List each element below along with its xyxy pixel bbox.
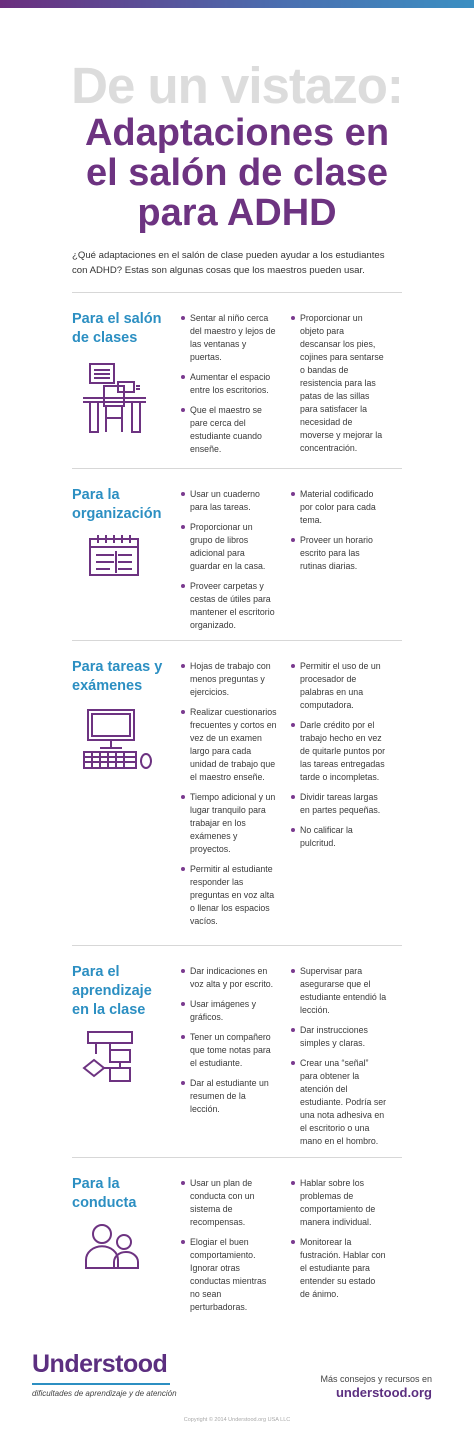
section-title-tareas: [72, 658, 168, 696]
section-title-salon: [72, 310, 168, 348]
section-title-line: Para el salón: [72, 311, 162, 327]
title-line: Adaptaciones en: [84, 112, 390, 154]
section-0-col-2: [291, 312, 387, 462]
copyright-text: Copyright © 2014 Understood.org USA LLC: [183, 1417, 291, 1423]
list-item: Que el maestro se pare cerca del estudiante cuando enseñe.: [181, 404, 277, 456]
list-item: Crear una “señal” para obtener la atención del estudiante. Podría ser una nota adhesiva en el escritorio o una mano en el hombro.: [291, 1057, 387, 1148]
list-item: Proveer un horario escrito para las rutinas diarias.: [291, 534, 387, 573]
section-title-line: en la clase: [72, 1002, 146, 1018]
list-item: Permitir el uso de un procesador de palabras en una computadora.: [291, 660, 387, 712]
top-gradient-bar: [0, 0, 474, 8]
section-title-line: aprendizaje: [72, 983, 152, 999]
list-item: Realizar cuestionarios frecuentes y cortos en vez de un examen largo para cada unidad de trabajo que el maestro enseñe.: [181, 706, 277, 784]
section-divider: [72, 292, 402, 293]
section-2-col-2: [291, 660, 387, 857]
list-item: Hojas de trabajo con menos preguntas y ejercicios.: [181, 660, 277, 699]
people-icon: [80, 1222, 150, 1272]
section-title-aprendizaje: [72, 963, 168, 1020]
section-title-line: Para el: [72, 964, 120, 980]
section-2-col-1: [181, 660, 277, 935]
section-title-line: exámenes: [72, 678, 143, 694]
list-item: Aumentar el espacio entre los escritorios.: [181, 371, 277, 397]
desk-icon: [80, 360, 150, 435]
list-item: Monitorear la fustración. Hablar con el estudiante para entender su estado de ánimo.: [291, 1236, 387, 1301]
section-divider: [72, 468, 402, 469]
list-item: Usar un cuaderno para las tareas.: [181, 488, 277, 514]
section-divider: [72, 945, 402, 946]
section-title-line: Para tareas y: [72, 659, 163, 675]
website-link[interactable]: understood.org: [335, 1385, 432, 1400]
section-title-conducta: [72, 1175, 168, 1213]
list-item: Dar indicaciones en voz alta y por escrito.: [181, 965, 277, 991]
section-title-line: Para la: [72, 1176, 120, 1192]
flowchart-icon: [80, 1030, 150, 1085]
list-item: Dar al estudiante un resumen de la lección.: [181, 1077, 277, 1116]
list-item: Usar imágenes y gráficos.: [181, 998, 277, 1024]
section-title-line: Para la: [72, 487, 120, 503]
section-title-line: conducta: [72, 1195, 137, 1211]
list-item: Proveer carpetas y cestas de útiles para mantener el escritorio organizado.: [181, 580, 277, 632]
list-item: Hablar sobre los problemas de comportamiento de manera individual.: [291, 1177, 387, 1229]
more-resources-text: Más consejos y recursos en: [320, 1374, 432, 1384]
list-item: Permitir al estudiante responder las preguntas en voz alta o llenar los espacios vacíos.: [181, 863, 277, 928]
section-3-col-1: [181, 965, 277, 1123]
list-item: Dividir tareas largas en partes pequeñas.: [291, 791, 387, 817]
section-divider: [72, 1157, 402, 1158]
section-0-col-1: [181, 312, 277, 463]
list-item: Proporcionar un grupo de libros adicional para guardar en la casa.: [181, 521, 277, 573]
section-1-col-1: [181, 488, 277, 639]
list-item: Proporcionar un objeto para descansar los pies, cojines para sentarse o bandas de resistencia para las patas de las sillas para satisfacer la necesidad de moverse y mejorar la concentración.: [291, 312, 387, 455]
section-4-col-2: [291, 1177, 387, 1308]
list-item: Dar instrucciones simples y claras.: [291, 1024, 387, 1050]
list-item: Material codificado por color para cada tema.: [291, 488, 387, 527]
list-item: Usar un plan de conducta con un sistema de recompensas.: [181, 1177, 277, 1229]
section-title-line: de clases: [72, 330, 138, 346]
section-1-col-2: [291, 488, 387, 580]
title-line: el salón de clase: [85, 152, 389, 194]
page-title: [0, 113, 474, 233]
list-item: Tiempo adicional y un lugar tranquilo para trabajar en los exámenes y proyectos.: [181, 791, 277, 856]
section-4-col-1: [181, 1177, 277, 1321]
list-item: No calificar la pulcritud.: [291, 824, 387, 850]
title-line: para ADHD: [137, 192, 337, 234]
logo-underline: [32, 1383, 170, 1385]
section-divider: [72, 640, 402, 641]
planner-icon: [80, 533, 150, 578]
intro-text: ¿Qué adaptaciones en el salón de clase pueden ayudar a los estudiantes con ADHD? Estas son algunas cosas que los maestros pueden usar.: [72, 250, 385, 276]
understood-logo[interactable]: Understood: [32, 1350, 168, 1378]
section-3-col-2: [291, 965, 387, 1155]
list-item: Sentar al niño cerca del maestro y lejos de las ventanas y puertas.: [181, 312, 277, 364]
list-item: Tener un compañero que tome notas para el estudiante.: [181, 1031, 277, 1070]
list-item: Darle crédito por el trabajo hecho en vez de quitarle puntos por las tareas entregadas tarde o incompletas.: [291, 719, 387, 784]
computer-icon: [80, 708, 160, 772]
section-title-line: organización: [72, 506, 162, 522]
list-item: Elogiar el buen comportamiento. Ignorar otras conductas mientras no sean perturbadoras.: [181, 1236, 277, 1314]
list-item: Supervisar para asegurarse que el estudiante entendió la lección.: [291, 965, 387, 1017]
section-title-organizacion: [72, 486, 168, 524]
header-kicker: De un vistazo:: [71, 57, 403, 114]
logo-tagline: dificultades de aprendizaje y de atención: [32, 1389, 177, 1398]
